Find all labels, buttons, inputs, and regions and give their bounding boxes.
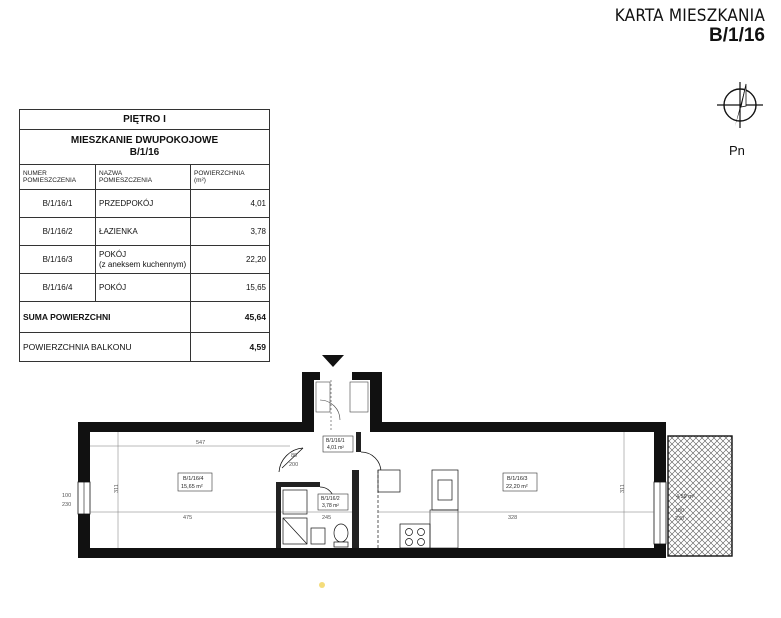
window-left-width: 100 <box>62 493 72 499</box>
window-right-height: 230 <box>675 516 685 522</box>
room-number: B/1/16/2 <box>20 218 96 246</box>
apartment-type-line2: B/1/16 <box>129 147 160 158</box>
room-name: ŁAZIENKA <box>96 218 191 246</box>
room3-code: B/1/16/3 <box>507 476 528 482</box>
header-area-l2: (m²) <box>194 177 206 184</box>
room-name: PRZEDPOKÓJ <box>96 190 191 218</box>
north-label: Pn <box>729 143 745 158</box>
window-left <box>78 482 90 514</box>
dim-height-left: 311 <box>114 484 120 493</box>
window-right <box>654 482 666 544</box>
header-number-l1: NUMER <box>23 169 47 177</box>
sum-value: 45,64 <box>191 302 270 333</box>
balcony-value: 4,59 <box>191 333 270 362</box>
room4-code: B/1/16/4 <box>183 476 204 482</box>
header-name-l2: POMIESZCZENIA <box>99 177 153 184</box>
room4-area: 15,65 m² <box>181 484 203 490</box>
room-number: B/1/16/3 <box>20 246 96 274</box>
kitchen-counter <box>378 470 458 548</box>
entrance-arrow-icon <box>322 355 344 367</box>
header-number-l2: POMIESZCZENIA <box>23 177 77 184</box>
door-width-label: 80 <box>291 453 298 459</box>
dim-top-left: 547 <box>196 440 206 446</box>
room-area: 3,78 <box>191 218 270 246</box>
room-name-line1: POKÓJ <box>99 250 127 260</box>
room2-label <box>318 494 348 510</box>
room4-label <box>178 473 212 491</box>
balcony-label: POWIERZCHNIA BALKONU <box>20 333 191 362</box>
room-area: 4,01 <box>191 190 270 218</box>
dimension-lines <box>90 432 654 548</box>
door-height-label: 200 <box>289 462 299 468</box>
apartment-type-line1: MIESZKANIE DWUPOKOJOWE <box>70 135 219 146</box>
marker-dot <box>319 582 325 588</box>
room-area: 15,65 <box>191 274 270 302</box>
header-name-l1: NAZWA <box>99 169 123 177</box>
door-room4 <box>279 448 303 472</box>
dim-bottom-mid: 245 <box>322 515 332 521</box>
room1-area: 4,01 m² <box>327 445 344 451</box>
washbasin <box>311 528 325 544</box>
room2-code: B/1/16/2 <box>321 496 340 502</box>
entry-hall <box>316 380 368 432</box>
header-area-l1: POWIERZCHNIA <box>194 169 245 177</box>
room1-code: B/1/16/1 <box>326 438 345 444</box>
room-number: B/1/16/4 <box>20 274 96 302</box>
apartment-code: B/1/16 <box>709 24 765 46</box>
room-name: POKÓJ <box>96 274 191 302</box>
room3-label <box>503 473 537 491</box>
exterior-walls <box>78 372 666 558</box>
window-left-height: 230 <box>62 502 72 508</box>
floor-label: PIĘTRO I <box>20 110 270 130</box>
room1-label <box>323 436 353 452</box>
room-name-line2: (z aneksem kuchennym) <box>99 259 187 269</box>
room-area: 22,20 <box>191 246 270 274</box>
dim-bottom-left: 475 <box>183 515 193 521</box>
room3-area: 22,20 m² <box>506 484 528 490</box>
kitchen-cabinet <box>430 510 458 548</box>
dim-height-right: 311 <box>620 484 626 493</box>
door-room3 <box>361 452 381 472</box>
room-number: B/1/16/1 <box>20 190 96 218</box>
dim-bottom-right: 328 <box>508 515 518 521</box>
sheet-title: KARTA MIESZKANIA <box>614 6 765 26</box>
window-right-width: 180 <box>675 508 685 514</box>
room2-area: 3,78 m² <box>322 503 339 509</box>
sum-label: SUMA POWIERZCHNI <box>20 302 191 333</box>
shower <box>283 490 307 544</box>
toilet-icon <box>334 524 348 547</box>
balcony-area-label: 4,59 m² <box>676 494 695 500</box>
